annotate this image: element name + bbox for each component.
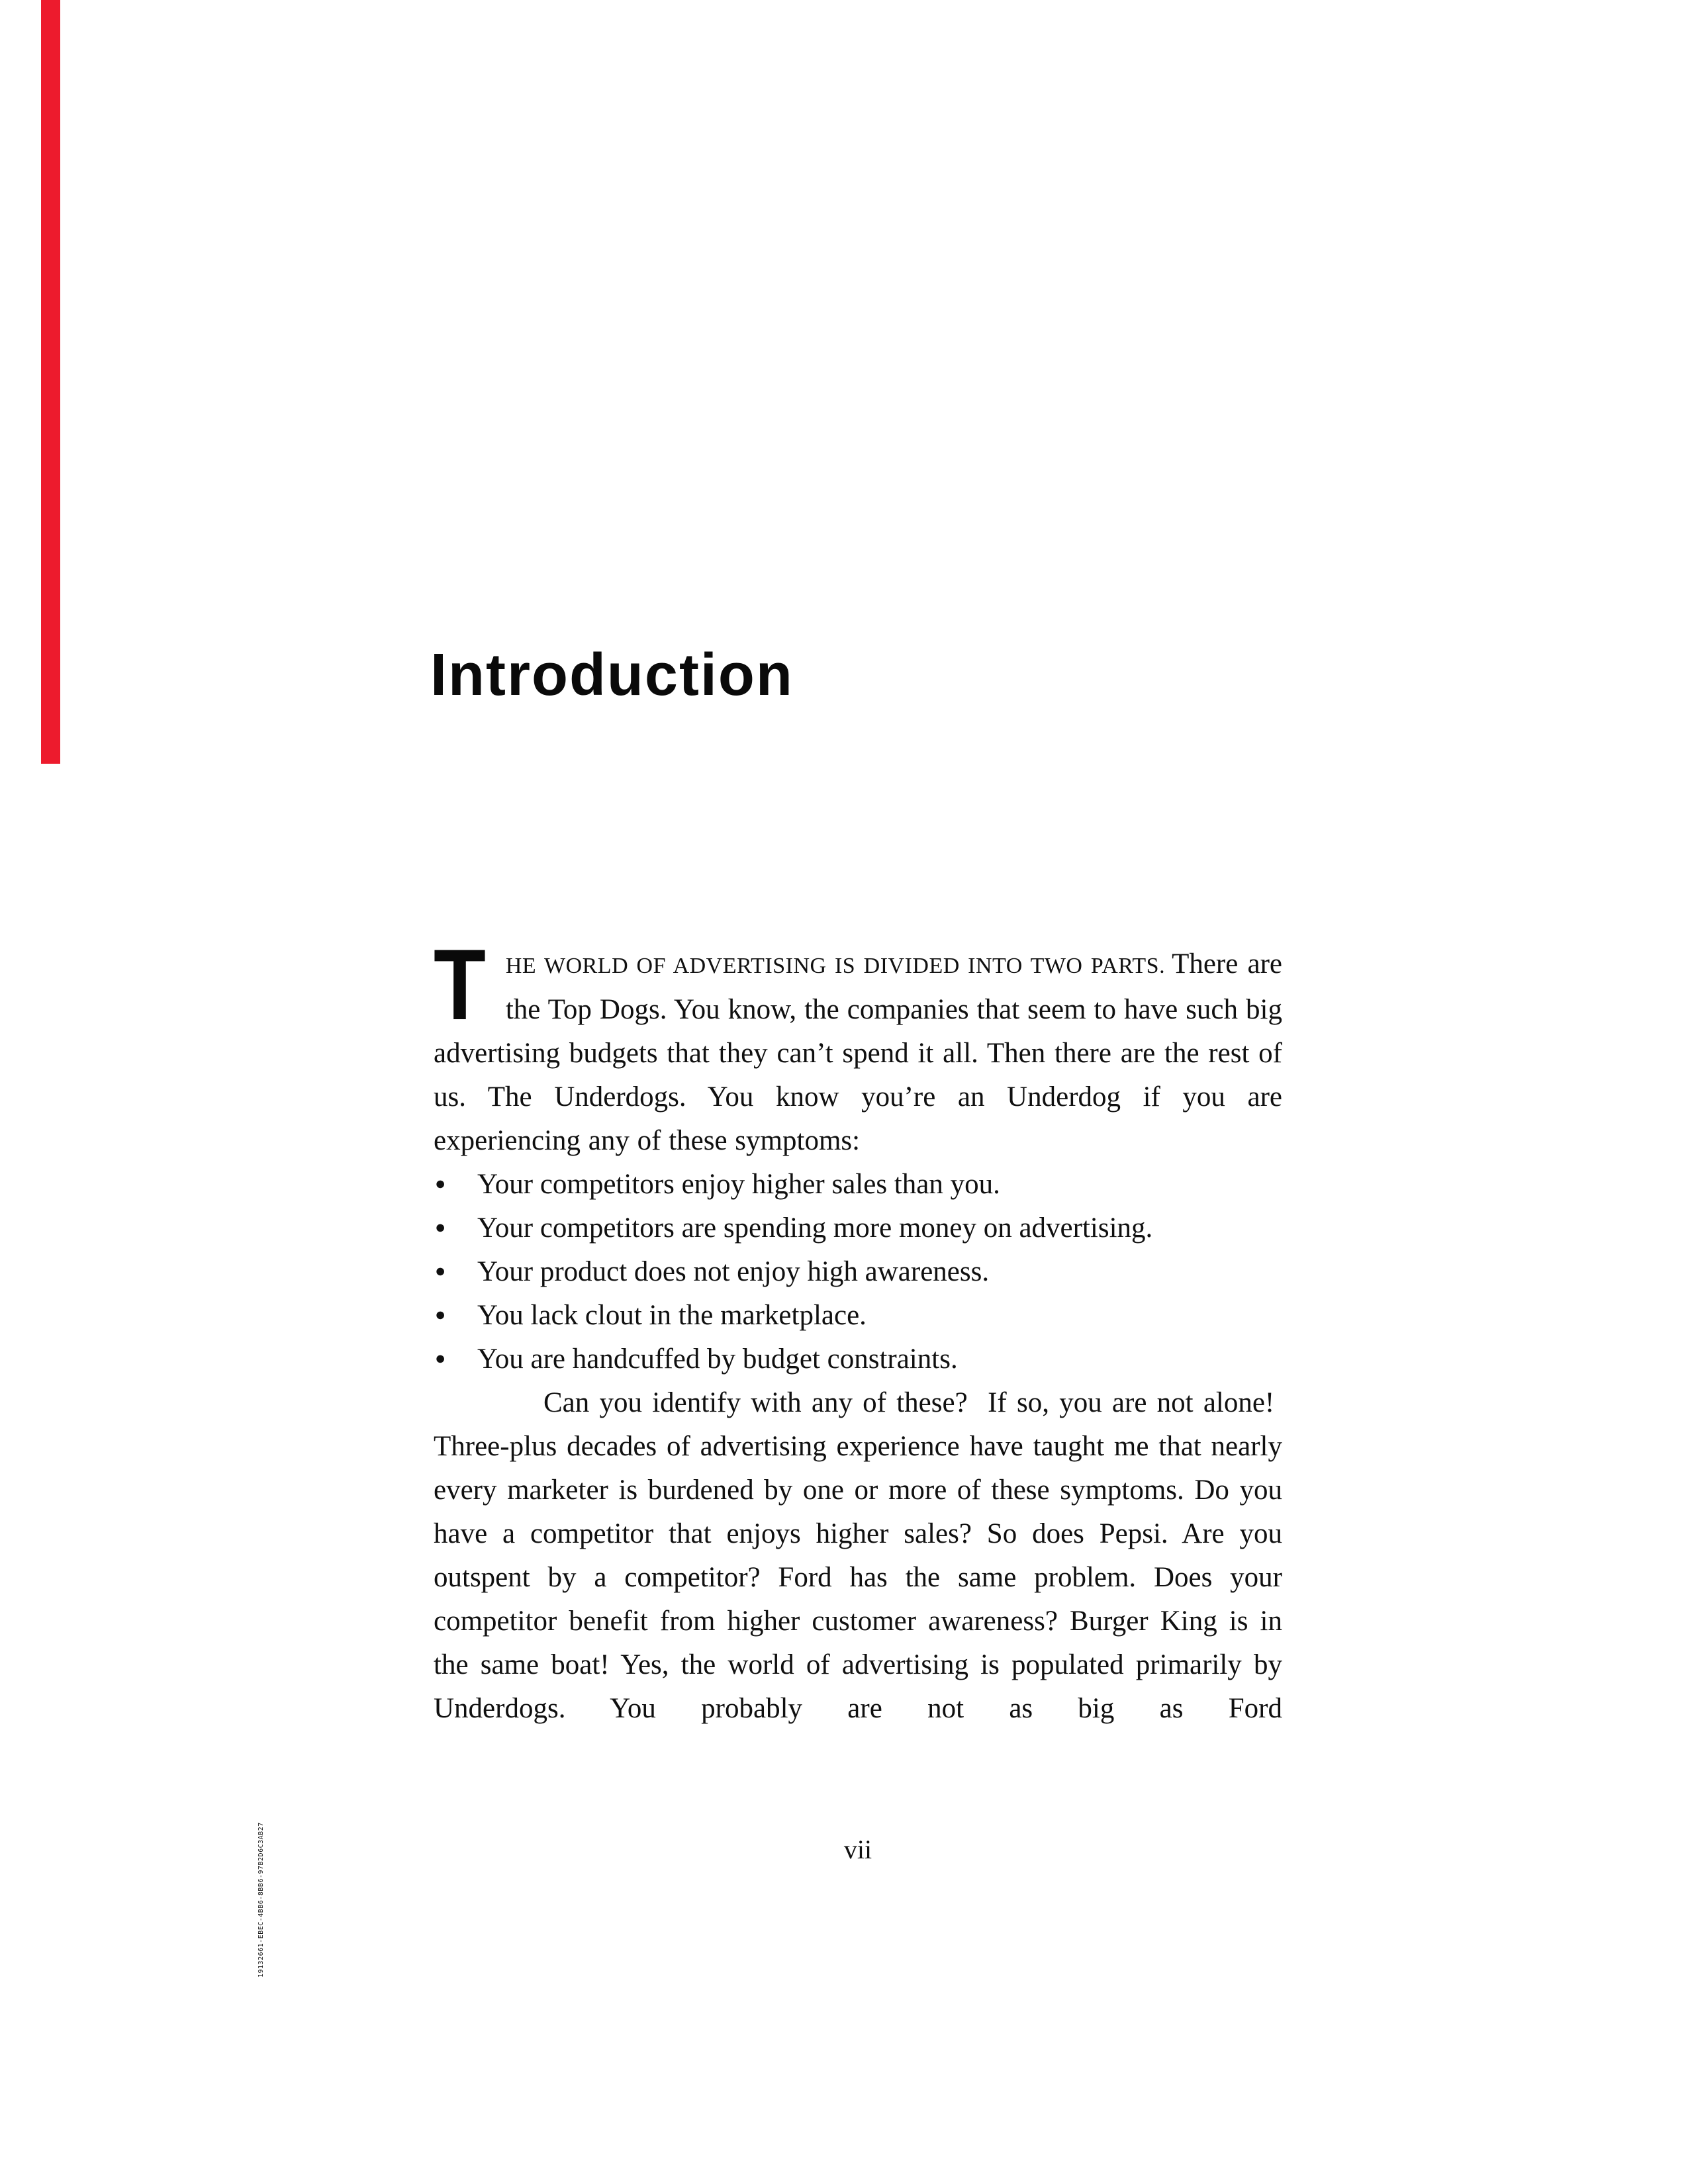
- bullet-text: Your product does not enjoy high awareness.: [477, 1256, 990, 1287]
- intro-paragraph: [434, 929, 1282, 1163]
- chapter-edge-red-bar: [41, 0, 60, 764]
- bullet-icon: ●: [435, 1348, 446, 1368]
- list-item: [434, 1250, 1282, 1294]
- list-item: [434, 1163, 1282, 1206]
- list-item: [434, 1294, 1282, 1338]
- intro-paragraph-text: There are the Top Dogs. You know, the companies that seem to have such big advertising budgets that they can’t spend it all. Then there are the rest of us. The Underdogs. You know you’re an Underdog if you are experiencing any of these symptoms:: [434, 948, 1282, 1156]
- symptoms-list: [434, 1163, 1282, 1381]
- list-item: [434, 1338, 1282, 1381]
- bullet-icon: ●: [435, 1261, 446, 1281]
- bullet-icon: ●: [435, 1217, 446, 1237]
- bullet-text: Your competitors enjoy higher sales than you.: [477, 1169, 1000, 1200]
- small-caps-lead: HE WORLD OF ADVERTISING IS DIVIDED INTO TWO PARTS.: [505, 954, 1166, 978]
- page-number: vii: [843, 1835, 872, 1864]
- watermark-guid: 19132661-EBEC-4BB6-8BB6-97B2D6C3AB27: [258, 1822, 265, 1978]
- page-body: [434, 929, 1282, 1731]
- bullet-icon: ●: [435, 1173, 446, 1193]
- bullet-text: Your competitors are spending more money on advertising.: [477, 1212, 1153, 1244]
- second-paragraph: Can you identify with any of these? If so, you are not alone! Three-plus decades of advertising experience have taught me that nearly every marketer is burdened by one or more of these symptoms. Do you have a competitor that enjoys higher sales? So does Pepsi. Are you outspent by a competitor? Ford has the same problem. Does your competitor benefit from higher customer awareness? Burger King is in the same boat! Yes, the world of advertising is populated primarily by Underdogs. You probably are not as big as Ford: [434, 1387, 1282, 1724]
- bullet-text: You are handcuffed by budget constraints.: [477, 1343, 958, 1375]
- bullet-icon: ●: [435, 1304, 446, 1324]
- bullet-text: You lack clout in the marketplace.: [477, 1300, 867, 1331]
- chapter-title: Introduction: [430, 642, 794, 708]
- list-item: [434, 1206, 1282, 1250]
- drop-cap-letter: T: [434, 929, 486, 1041]
